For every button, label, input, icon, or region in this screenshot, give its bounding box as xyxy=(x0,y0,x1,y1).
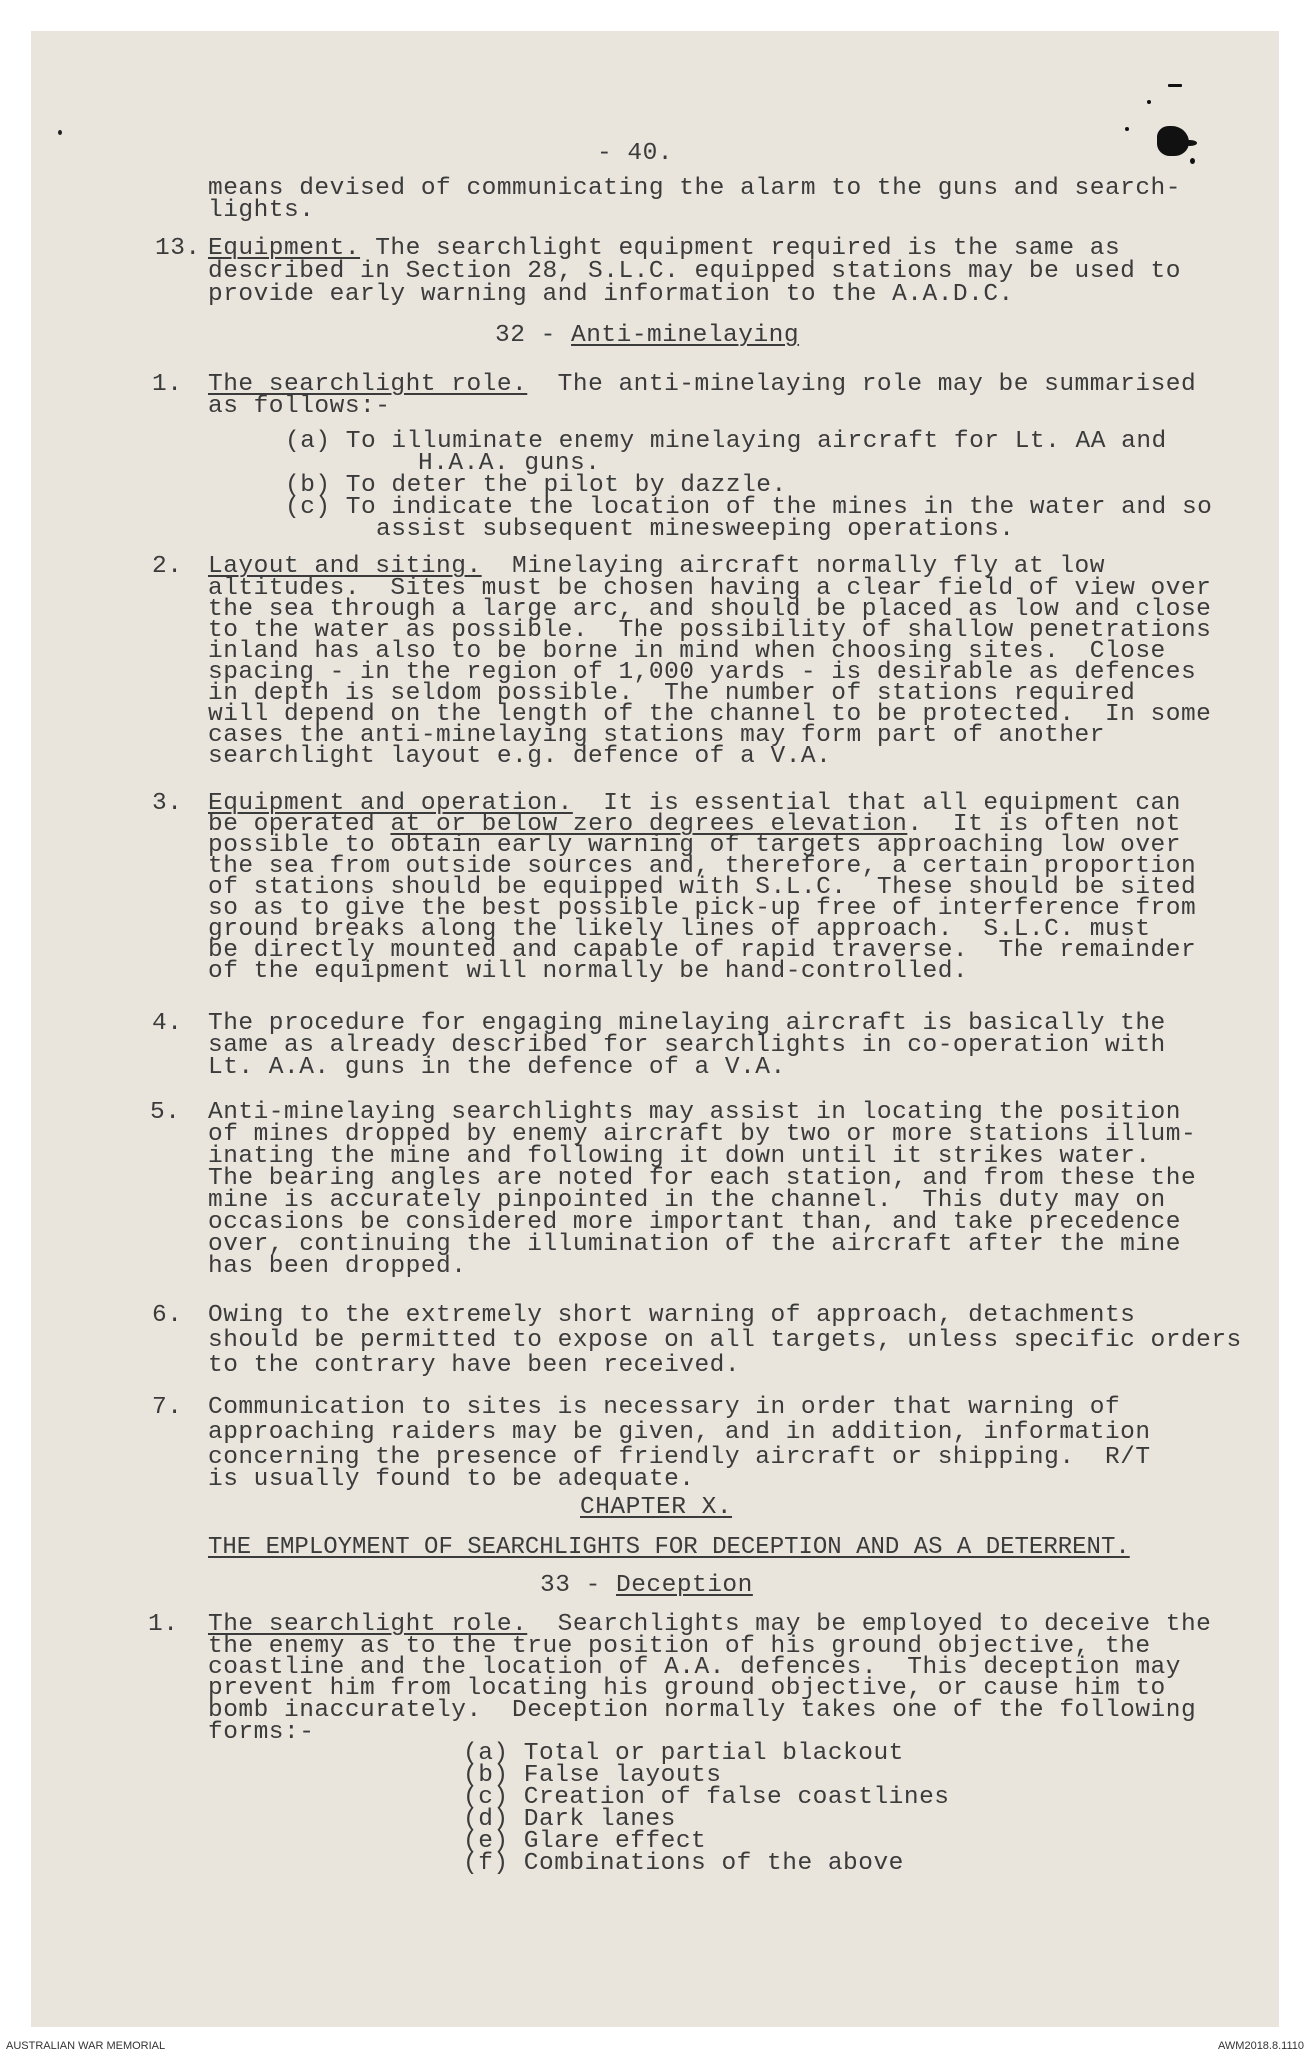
paragraph-line: searchlight layout e.g. defence of a V.A. xyxy=(208,743,832,770)
ink-mark xyxy=(1147,100,1151,104)
section-heading xyxy=(495,322,800,349)
section-number: 32 - xyxy=(495,322,572,349)
paragraph-line: Communication to sites is necessary in order that warning of xyxy=(208,1394,1121,1421)
paragraph-number: 3. xyxy=(152,790,183,817)
paragraph-line: over, continuing the illumination of the aircraft after the mine xyxy=(208,1231,1181,1258)
paragraph-text: be operated xyxy=(208,811,391,838)
section-number: 33 - xyxy=(540,1572,617,1599)
list-item: (d) Dark lanes xyxy=(463,1806,676,1833)
paragraph-number: 7. xyxy=(152,1394,183,1421)
paragraph-number: 1. xyxy=(148,1611,179,1638)
paragraph-line: ground breaks along the likely lines of approach. S.L.C. must xyxy=(208,916,1151,943)
paragraph-line: so as to give the best possible pick-up free of interference from xyxy=(208,895,1197,922)
continuation-line: lights. xyxy=(208,197,315,224)
footer-id: AWM2018.8.1110 xyxy=(1217,2040,1304,2052)
list-item: (a) Total or partial blackout xyxy=(463,1740,904,1767)
chapter-title: CHAPTER X. xyxy=(580,1494,733,1521)
paragraph-heading: Equipment and operation. xyxy=(208,790,573,817)
paragraph-number: 2. xyxy=(152,553,183,580)
page-number: - 40. xyxy=(597,140,674,167)
paragraph-line: Owing to the extremely short warning of approach, detachments xyxy=(208,1302,1136,1329)
paragraph-line: in depth is seldom possible. The number of stations required xyxy=(208,680,1136,707)
paragraph-line: the enemy as to the true position of his ground objective, the xyxy=(208,1633,1151,1660)
paragraph-heading: The searchlight role. xyxy=(208,371,528,398)
ink-speck xyxy=(58,130,62,135)
list-item: (a) To illuminate enemy minelaying aircraft for Lt. AA and xyxy=(285,428,1167,455)
list-item: (b) To deter the pilot by dazzle. xyxy=(285,472,787,499)
paragraph-line: same as already described for searchlights in co-operation with xyxy=(208,1032,1166,1059)
continuation-line: means devised of communicating the alarm to the guns and search- xyxy=(208,175,1181,202)
paragraph-line: altitudes. Sites must be chosen having a clear field of view over xyxy=(208,575,1212,602)
chapter-subtitle: THE EMPLOYMENT OF SEARCHLIGHTS FOR DECEPTION AND AS A DETERRENT. xyxy=(208,1534,1130,1561)
paragraph-line: prevent him from locating his ground objective, or cause him to xyxy=(208,1675,1166,1702)
paragraph-line: the sea through a large arc, and should be placed as low and close xyxy=(208,596,1212,623)
ink-blot-tail xyxy=(1183,140,1197,146)
paragraph-text: It is essential that all equipment can xyxy=(572,790,1181,817)
paragraph-line: Anti-minelaying searchlights may assist in locating the position xyxy=(208,1099,1181,1126)
paragraph-line: occasions be considered more important than, and take precedence xyxy=(208,1209,1181,1236)
paragraph-line: Lt. A.A. guns in the defence of a V.A. xyxy=(208,1054,786,1081)
paragraph-number: 5. xyxy=(150,1099,181,1126)
footer-source: AUSTRALIAN WAR MEMORIAL xyxy=(6,2040,166,2052)
ink-dot xyxy=(1190,158,1195,164)
paragraph-line: spacing - in the region of 1,000 yards - is desirable as defences xyxy=(208,659,1197,686)
paragraph-line: of mines dropped by enemy aircraft by two or more stations illum- xyxy=(208,1121,1197,1148)
paragraph-line: should be permitted to expose on all targets, unless specific orders xyxy=(208,1327,1242,1354)
paragraph-line: is usually found to be adequate. xyxy=(208,1466,695,1493)
list-item: (c) To indicate the location of the mines in the water and so xyxy=(285,494,1213,521)
paragraph-text: The anti-minelaying role may be summarised xyxy=(527,371,1197,398)
paragraph-line: forms:- xyxy=(208,1719,315,1746)
ink-mark xyxy=(1168,84,1182,87)
paragraph-line: as follows:- xyxy=(208,393,391,420)
paragraph-first-line xyxy=(208,235,1121,262)
paragraph-text: . It is often not xyxy=(907,811,1181,838)
paragraph-heading: The searchlight role. xyxy=(208,1611,528,1638)
underlined-phrase: at or below zero degrees elevation xyxy=(390,811,908,838)
paragraph-text: The searchlight equipment required is the same as xyxy=(360,235,1121,262)
section-title: Deception xyxy=(616,1572,753,1599)
paragraph-line: possible to obtain early warning of targets approaching low over xyxy=(208,832,1181,859)
paragraph-line: mine is accurately pinpointed in the channel. This duty may on xyxy=(208,1187,1166,1214)
paragraph-number: 1. xyxy=(152,371,183,398)
paragraph-text: Searchlights may be employed to deceive the xyxy=(527,1611,1212,1638)
paragraph-line: bomb inaccurately. Deception normally takes one of the following xyxy=(208,1697,1197,1724)
paragraph-line: provide early warning and information to the A.A.D.C. xyxy=(208,281,1014,308)
paragraph-line: approaching raiders may be given, and in addition, information xyxy=(208,1419,1151,1446)
list-item-continuation: H.A.A. guns. xyxy=(418,450,601,477)
list-item: (f) Combinations of the above xyxy=(463,1850,904,1877)
paragraph-line: of stations should be equipped with S.L.C. These should be sited xyxy=(208,874,1197,901)
list-item: (e) Glare effect xyxy=(463,1828,707,1855)
paragraph-heading: Layout and siting. xyxy=(208,553,482,580)
list-item: (b) False layouts xyxy=(463,1762,722,1789)
paragraph-line: will depend on the length of the channel to be protected. In some xyxy=(208,701,1212,728)
section-heading xyxy=(540,1572,753,1599)
paragraph-line: to the water as possible. The possibility of shallow penetrations xyxy=(208,617,1212,644)
paragraph-line: coastline and the location of A.A. defences. This deception may xyxy=(208,1654,1181,1681)
paragraph-line: concerning the presence of friendly aircraft or shipping. R/T xyxy=(208,1444,1151,1471)
paragraph-line: the sea from outside sources and, therefore, a certain proportion xyxy=(208,853,1197,880)
paragraph-text: Minelaying aircraft normally fly at low xyxy=(481,553,1105,580)
paragraph-line: to the contrary have been received. xyxy=(208,1352,741,1379)
paragraph-number: 13. xyxy=(155,235,201,262)
paragraph-line: described in Section 28, S.L.C. equipped stations may be used to xyxy=(208,258,1181,285)
paragraph-line: inland has also to be borne in mind when choosing sites. Close xyxy=(208,638,1166,665)
paragraph-line: has been dropped. xyxy=(208,1253,467,1280)
paragraph-number: 6. xyxy=(152,1302,183,1329)
section-title: Anti-minelaying xyxy=(571,322,800,349)
list-item-continuation: assist subsequent minesweeping operations. xyxy=(376,516,1015,543)
paragraph-heading: Equipment. xyxy=(208,235,361,262)
paragraph-line: be directly mounted and capable of rapid traverse. The remainder xyxy=(208,937,1197,964)
paragraph-number: 4. xyxy=(152,1010,183,1037)
paragraph-line: The bearing angles are noted for each station, and from these the xyxy=(208,1165,1197,1192)
ink-mark xyxy=(1125,127,1129,131)
paragraph-line: cases the anti-minelaying stations may form part of another xyxy=(208,722,1105,749)
paragraph-line: The procedure for engaging minelaying aircraft is basically the xyxy=(208,1010,1166,1037)
paragraph-line: inating the mine and following it down until it strikes water. xyxy=(208,1143,1151,1170)
list-item: (c) Creation of false coastlines xyxy=(463,1784,950,1811)
paragraph-line: of the equipment will normally be hand-controlled. xyxy=(208,958,969,985)
